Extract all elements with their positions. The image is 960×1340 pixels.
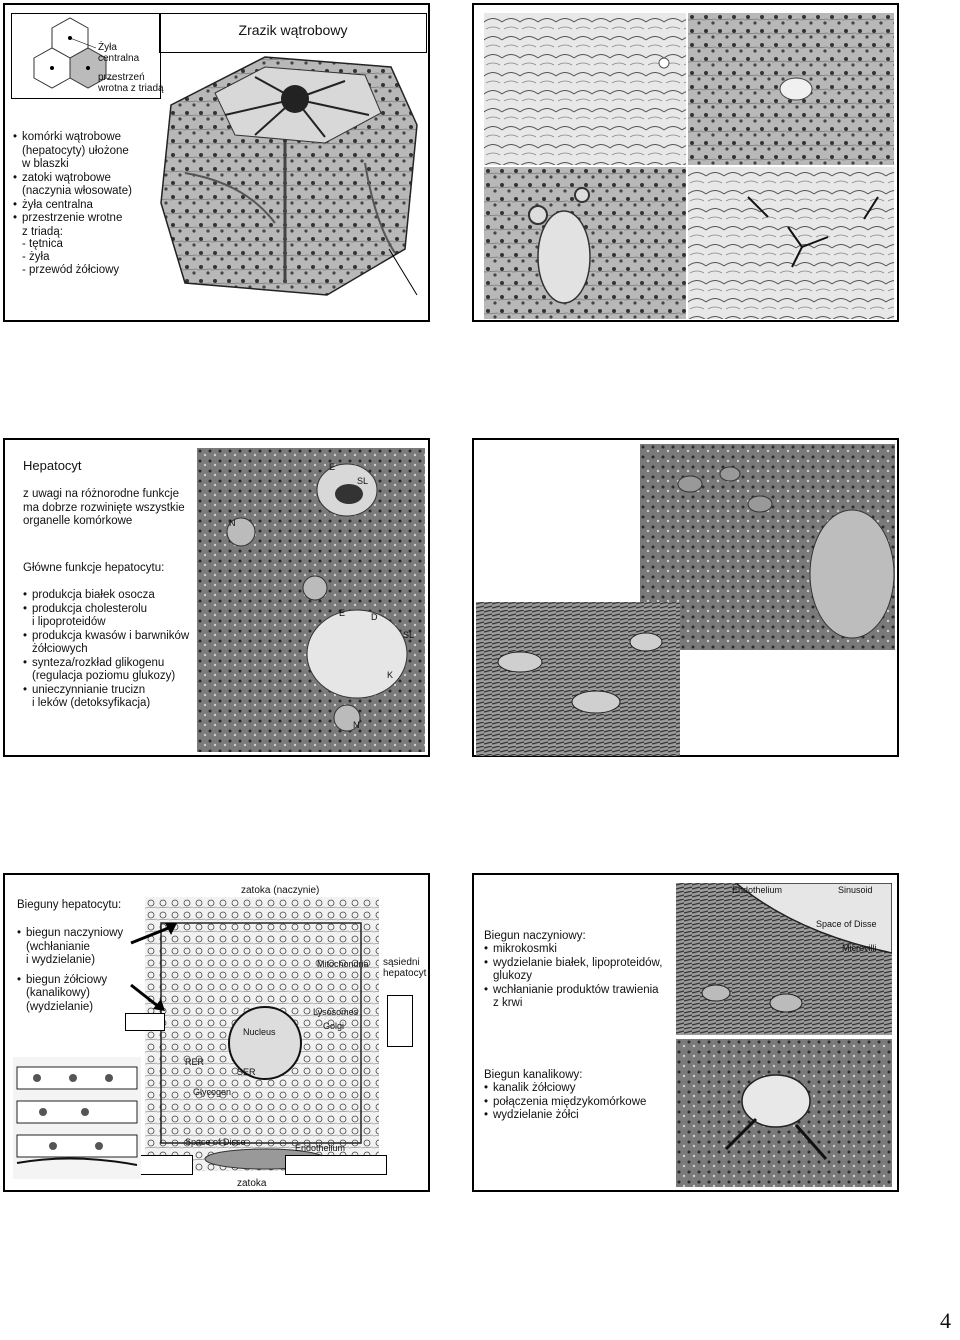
diagram-label-nucleus: Nucleus xyxy=(243,1027,276,1037)
diagram-label-space-of-disse: Space of Disse xyxy=(185,1137,246,1147)
diagram-label-rer: RER xyxy=(185,1057,205,1067)
diagram-label-endothelium: Endothelium xyxy=(295,1143,346,1153)
lobule-bullet-list xyxy=(13,131,132,239)
canalicular-pole-title: Biegun kanalikowy: xyxy=(484,1069,583,1081)
slide-liver-lobule xyxy=(3,3,430,322)
arrow-icons xyxy=(125,913,185,1023)
em-label-microvilli: Microvilli xyxy=(842,943,877,953)
list-item: • biegun naczyniowy (wchłanianie i wydzielanie) xyxy=(17,927,123,968)
empty-label-box xyxy=(285,1155,387,1175)
list-item: • kanalik żółciowy xyxy=(484,1082,646,1096)
micrograph-portal-space xyxy=(484,167,686,319)
list-item: • produkcja cholesterolu i lipoproteidów xyxy=(23,603,189,630)
list-item: • żyła centralna xyxy=(13,199,132,213)
lobule-hexagon-inset xyxy=(11,13,164,99)
micrograph-low-magnification xyxy=(484,13,686,165)
em-label-e: E xyxy=(339,608,346,618)
hepatocyte-plates-drawing xyxy=(13,1057,141,1179)
em-label-sl: SL xyxy=(403,630,415,640)
electron-micrograph-rer-mitochondria xyxy=(476,602,680,756)
vascular-pole-title: Biegun naczyniowy: xyxy=(484,930,586,942)
diagram-label-lysosomes: Lysosomes xyxy=(313,1007,359,1017)
sub-item-bile-duct: - przewód żółciowy xyxy=(22,264,120,276)
diagram-label-golgi: Golgi xyxy=(323,1021,345,1031)
list-item: • produkcja kwasów i barwników żółciowych xyxy=(23,630,189,657)
slide-hepatocyte-ultrastructure xyxy=(472,438,899,757)
list-item: • wydzielanie białek, lipoproteidów, glukozy xyxy=(484,957,662,984)
em-label-space-of-disse: Space of Disse xyxy=(816,919,877,929)
list-item: • unieczynnianie trucizn i leków (detoksyfikacja) xyxy=(23,684,189,711)
page-number: 4 xyxy=(940,1308,951,1333)
slide-hepatocyte-functions xyxy=(3,438,430,757)
sub-item-artery: - tętnica xyxy=(22,238,63,250)
list-item: • produkcja białek osocza xyxy=(23,589,189,603)
functions-heading: Główne funkcje hepatocytu: xyxy=(23,562,165,574)
list-item: • wchłanianie produktów trawienia z krwi xyxy=(484,984,662,1011)
vascular-pole-list xyxy=(484,943,662,1011)
list-item: • zatoki wątrobowe (naczynia włosowate) xyxy=(13,172,132,199)
diagram-label-mitochondria: Mitochondria xyxy=(317,959,369,969)
sinusoid-bottom-label: zatoka xyxy=(237,1178,267,1189)
em-label-n: N xyxy=(229,518,236,528)
portal-triad-label: przestrzeń wrotna z triadą xyxy=(98,72,164,94)
functions-list xyxy=(23,589,189,711)
em-label-endothelium: Endothelium xyxy=(732,885,783,895)
central-vein-label: Żyła centralna xyxy=(98,42,140,64)
electron-micrograph-space-of-disse xyxy=(676,883,892,1035)
slide-title: Hepatocyt xyxy=(23,458,82,473)
empty-label-box xyxy=(125,1013,165,1031)
list-item: • połączenia międzykomórkowe xyxy=(484,1096,646,1110)
list-item: • komórki wątrobowe (hepatocyty) ułożone w blaszki xyxy=(13,131,132,172)
em-label-d: D xyxy=(371,612,378,622)
diagram-label-ser: SER xyxy=(237,1067,256,1077)
em-label-sinusoid: Sinusoid xyxy=(838,885,873,895)
list-item: • biegun żółciowy (kanalikowy) (wydzielanie) xyxy=(17,974,123,1015)
micrograph-bile-canaliculi xyxy=(688,167,894,319)
list-item: • przestrzenie wrotne z triadą: xyxy=(13,212,132,239)
em-label-e: E xyxy=(329,462,336,472)
adjacent-hepatocyte-label: sąsiedni hepatocyt xyxy=(383,957,427,979)
electron-micrograph-bile-canaliculus xyxy=(676,1039,892,1187)
em-label-sl: SL xyxy=(357,476,369,486)
empty-label-box xyxy=(387,995,413,1047)
sinusoid-top-label: zatoka (naczynie) xyxy=(241,885,320,896)
canalicular-pole-list xyxy=(484,1082,646,1123)
slide-title-box xyxy=(159,13,427,53)
slide-title: Zrazik wątrobowy xyxy=(238,22,348,38)
micrograph-central-vein xyxy=(688,13,894,165)
slide-histology-micrographs xyxy=(472,3,899,322)
list-item: • synteza/rozkład glikogenu (regulacja poziomu glukozy) xyxy=(23,657,189,684)
poles-heading: Bieguny hepatocytu: xyxy=(17,899,122,911)
slide-hepatocyte-poles xyxy=(3,873,430,1192)
list-item: • wydzielanie żółci xyxy=(484,1109,646,1123)
poles-list xyxy=(17,927,123,1014)
hepatocyte-intro-text: z uwagi na różnorodne funkcje ma dobrze rozwinięte wszystkie organelle komórkowe xyxy=(23,488,185,527)
em-label-n: N xyxy=(353,720,360,730)
electron-micrograph-hepatocytes xyxy=(197,448,425,752)
slide-vascular-canalicular-poles xyxy=(472,873,899,1192)
sub-item-vein: - żyła xyxy=(22,251,50,263)
lobule-3d-illustration xyxy=(155,53,427,299)
diagram-label-glycogen: Glycogen xyxy=(193,1087,232,1097)
list-item: • mikrokosmki xyxy=(484,943,662,957)
em-label-k: K xyxy=(387,670,394,680)
